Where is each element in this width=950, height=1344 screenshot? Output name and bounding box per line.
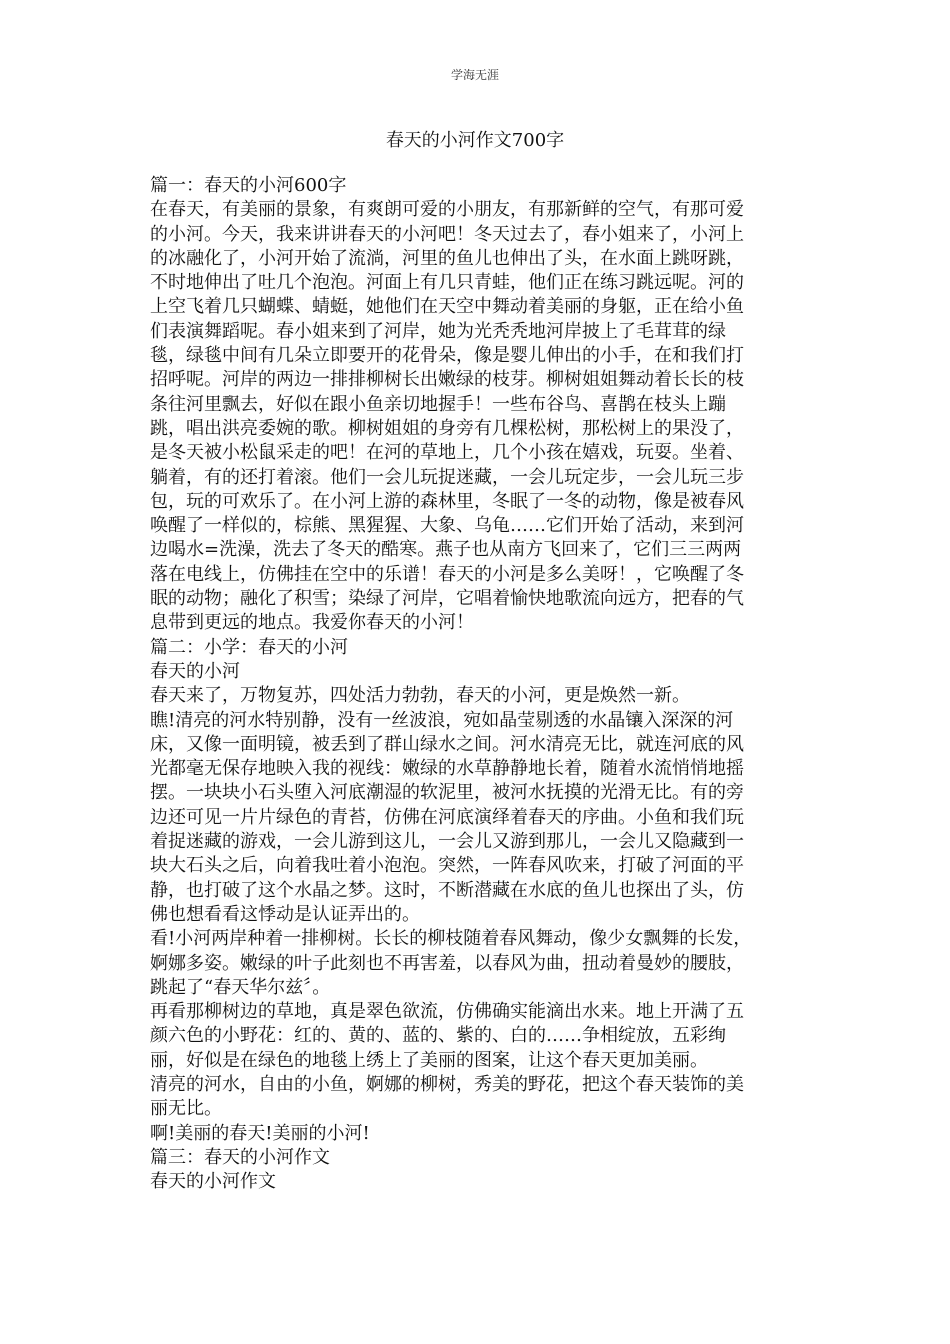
text-line: 不时地伸出了吐几个泡泡。河面上有几只青蛙，他们正在练习跳远呢。河的 [150, 272, 744, 294]
text-line: 床，又像一面明镜，被丢到了群山绿水之间。河水清亮无比，就连河底的风 [150, 733, 744, 755]
text-line: 春天的小河作文 [150, 1171, 276, 1193]
text-line: 包，玩的可欢乐了。在小河上游的森林里，冬眠了一冬的动物，像是被春风 [150, 490, 744, 512]
text-line: 落在电线上，仿佛挂在空中的乐谱！春天的小河是多么美呀！，它唤醒了冬 [150, 563, 744, 585]
text-line: 静，也打破了这个水晶之梦。这时，不断潜藏在水底的鱼儿也探出了头，仿 [150, 879, 744, 901]
text-line: 丽，好似是在绿色的地毯上绣上了美丽的图案，让这个春天更加美丽。 [150, 1049, 708, 1071]
text-line: 上空飞着几只蝴蝶、蜻蜓，她他们在天空中舞动着美丽的身躯，正在给小鱼 [150, 296, 744, 318]
text-line: 瞧!清亮的河水特别静，没有一丝波浪，宛如晶莹剔透的水晶镶入深深的河 [150, 709, 734, 731]
document-title: 春天的小河作文700字 [385, 130, 565, 151]
text-line: 的小河。今天，我来讲讲春天的小河吧！冬天过去了，春小姐来了，小河上 [150, 223, 744, 245]
text-line: 招呼呢。河岸的两边一排排柳树长出嫩绿的枝芽。柳树姐姐舞动着长长的枝 [150, 369, 744, 391]
text-line: 再看那柳树边的草地，真是翠色欲流，仿佛确实能滴出水来。地上开满了五 [150, 1001, 744, 1023]
text-line: 啊!美丽的春天!美丽的小河! [150, 1122, 370, 1144]
text-line: 佛也想看看这悸动是认证弄出的。 [150, 903, 420, 925]
text-line: 躺着，有的还打着滚。他们一会儿玩捉迷藏，一会儿玩定步，一会儿玩三步 [150, 466, 744, 488]
text-line: 眠的动物；融化了积雪；染绿了河岸，它唱着愉快地歌流向远方，把春的气 [150, 588, 744, 610]
text-line: 清亮的河水，自由的小鱼，婀娜的柳树，秀美的野花，把这个春天装饰的美 [150, 1073, 744, 1095]
text-line: 光都毫无保存地映入我的视线：嫩绿的水草静静地长着，随着水流悄悄地摇 [150, 758, 744, 780]
text-line: 们表演舞蹈呢。春小姐来到了河岸，她为光秃秃地河岸披上了毛茸茸的绿 [150, 320, 726, 342]
text-line: 春天的小河 [150, 660, 240, 682]
text-line: 跳，唱出洪亮委婉的歌。柳树姐姐的身旁有几棵松树，那松树上的果没了， [150, 417, 744, 439]
text-line: 边还可见一片片绿色的青苔，仿佛在河底演绎着春天的序曲。小鱼和我们玩 [150, 806, 744, 828]
text-line: 着捉迷藏的游戏，一会儿游到这儿，一会儿又游到那儿，一会儿又隐藏到一 [150, 831, 744, 853]
text-line: 息带到更远的地点。我爱你春天的小河！ [150, 612, 474, 634]
text-line: 看!小河两岸种着一排柳树。长长的柳枝随着春风舞动，像少女飘舞的长发， [150, 928, 752, 950]
text-line: 丽无比。 [150, 1098, 222, 1120]
text-line: 跳起了“春天华尔兹〞。 [150, 976, 331, 998]
document-body [150, 174, 790, 1194]
text-line: 块大石头之后，向着我吐着小泡泡。突然，一阵春风吹来，打破了河面的平 [150, 855, 744, 877]
text-line: 边喝水=洗澡，洗去了冬天的酷寒。燕子也从南方飞回来了，它们三三两两 [150, 539, 742, 561]
text-line: 篇二：小学：春天的小河 [150, 636, 348, 658]
text-line: 条往河里飘去，好似在跟小鱼亲切地握手！一些布谷鸟、喜鹊在枝头上蹦 [150, 393, 726, 415]
text-line: 是冬天被小松鼠采走的吧！在河的草地上，几个小孩在嬉戏，玩耍。坐着、 [150, 442, 744, 464]
text-line: 春天来了，万物复苏，四处活力勃勃，春天的小河，更是焕然一新。 [150, 685, 690, 707]
text-line: 婀娜多姿。嫩绿的叶子此刻也不再害羞，以春风为曲，扭动着曼妙的腰肢， [150, 952, 744, 974]
text-line: 摆。一块块小石头堕入河底潮湿的软泥里，被河水抚摸的光滑无比。有的旁 [150, 782, 744, 804]
text-line: 的冰融化了，小河开始了流淌，河里的鱼儿也伸出了头，在水面上跳呀跳， [150, 247, 744, 269]
text-line: 篇三：春天的小河作文 [150, 1146, 330, 1168]
text-line: 在春天，有美丽的景象，有爽朗可爱的小朋友，有那新鲜的空气，有那可爱 [150, 199, 744, 221]
text-line: 唤醒了一样似的，棕熊、黑猩猩、大象、乌龟……它们开始了活动，来到河 [150, 515, 744, 537]
text-line: 毯，绿毯中间有几朵立即要开的花骨朵，像是婴儿伸出的小手，在和我们打 [150, 345, 744, 367]
page-header: 学海无涯 [450, 68, 499, 82]
text-line: 颜六色的小野花：红的、黄的、蓝的、紫的、白的……争相绽放，五彩绚 [150, 1025, 726, 1047]
text-line: 篇一：春天的小河600字 [150, 175, 347, 196]
